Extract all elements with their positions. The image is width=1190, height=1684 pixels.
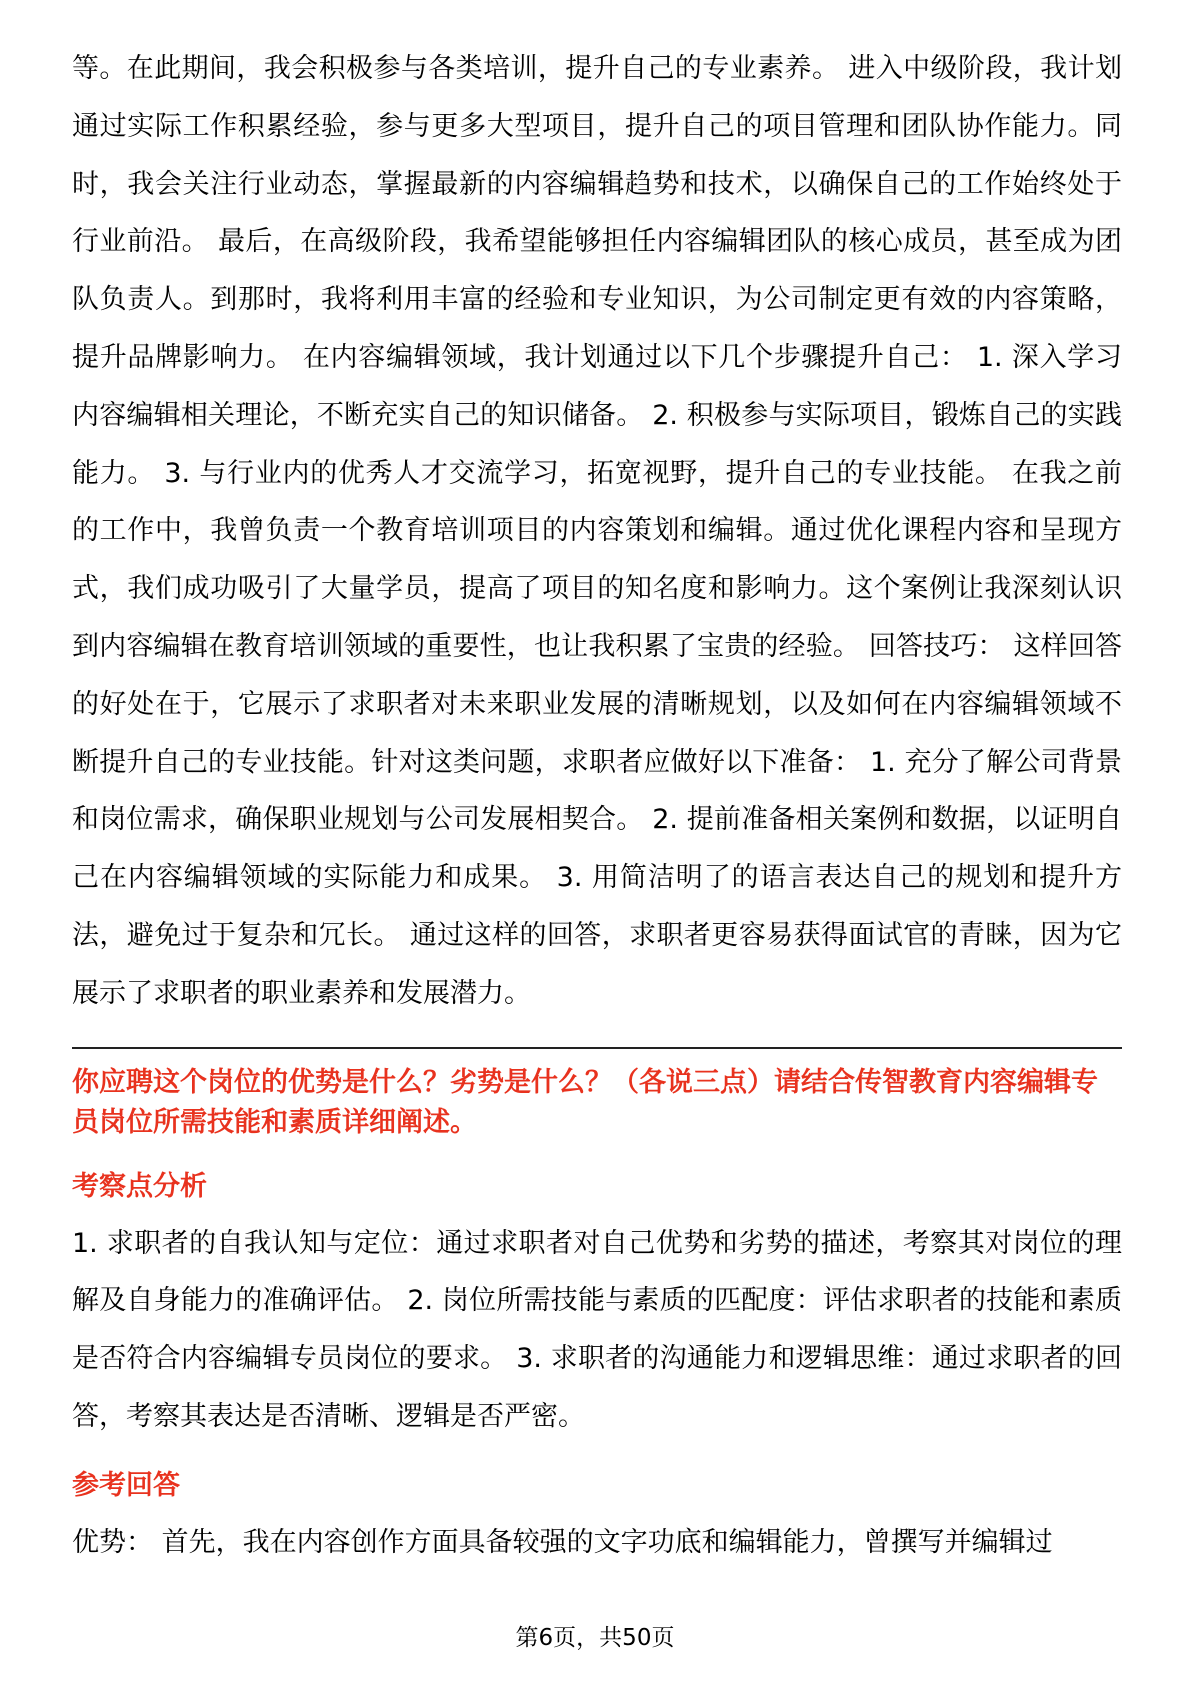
- page-number: 第6页，共50页: [515, 1625, 675, 1651]
- section-divider: [72, 1047, 1122, 1049]
- question-title: 你应聘这个岗位的优势是什么？劣势是什么？（各说三点）请结合传智教育内容编辑专员岗位所需技能和素质详细阐述。: [72, 1066, 1098, 1138]
- reference-heading: 参考回答: [72, 1469, 180, 1501]
- answer-paragraph: 等。在此期间，我会积极参与各类培训，提升自己的专业素养。 进入中级阶段，我计划通过实际工作积累经验，参与更多大型项目，提升自己的项目管理和团队协作能力。同时，我会关注行业动态，掌握最新的内容编辑趋势和技术，以确保自己的工作始终处于行业前沿。 最后，在高级阶段，我希望能够担任内容编辑团队的核心成员，甚至成为团队负责人。到那时，我将利用丰富的经验和专业知识，为公司制定更有效的内容策略，提升品牌影响力。 在内容编辑领域，我计划通过以下几个步骤提升自己： 1. 深入学习内容编辑相关理论，不断充实自己的知识储备。 2. 积极参与实际项目，锻炼自己的实践能力。 3. 与行业内的优秀人才交流学习，拓宽视野，提升自己的专业技能。 在我之前的工作中，我曾负责一个教育培训项目的内容策划和编辑。通过优化课程内容和呈现方式，我们成功吸引了大量学员，提高了项目的知名度和影响力。这个案例让我深刻认识到内容编辑在教育培训领域的重要性，也让我积累了宝贵的经验。 回答技巧： 这样回答的好处在于，它展示了求职者对未来职业发展的清晰规划，以及如何在内容编辑领域不断提升自己的专业技能。针对这类问题，求职者应做好以下准备： 1. 充分了解公司背景和岗位需求，确保职业规划与公司发展相契合。 2. 提前准备相关案例和数据，以证明自己在内容编辑领域的实际能力和成果。 3. 用简洁明了的语言表达自己的规划和提升方法，避免过于复杂和冗长。 通过这样的回答，求职者更容易获得面试官的青睐，因为它展示了求职者的职业素养和发展潜力。: [72, 53, 1122, 1009]
- analysis-heading: 考察点分析: [72, 1170, 207, 1202]
- document-page: [72, 40, 1122, 1572]
- reference-paragraph: 优势： 首先，我在内容创作方面具备较强的文字功底和编辑能力，曾撰写并编辑过: [72, 1526, 1053, 1558]
- analysis-paragraph: 1. 求职者的自我认知与定位：通过求职者对自己优势和劣势的描述，考察其对岗位的理解及自身能力的准确评估。 2. 岗位所需技能与素质的匹配度：评估求职者的技能和素质是否符合内容编辑专员岗位的要求。 3. 求职者的沟通能力和逻辑思维：通过求职者的回答，考察其表达是否清晰、逻辑是否严密。: [72, 1227, 1122, 1432]
